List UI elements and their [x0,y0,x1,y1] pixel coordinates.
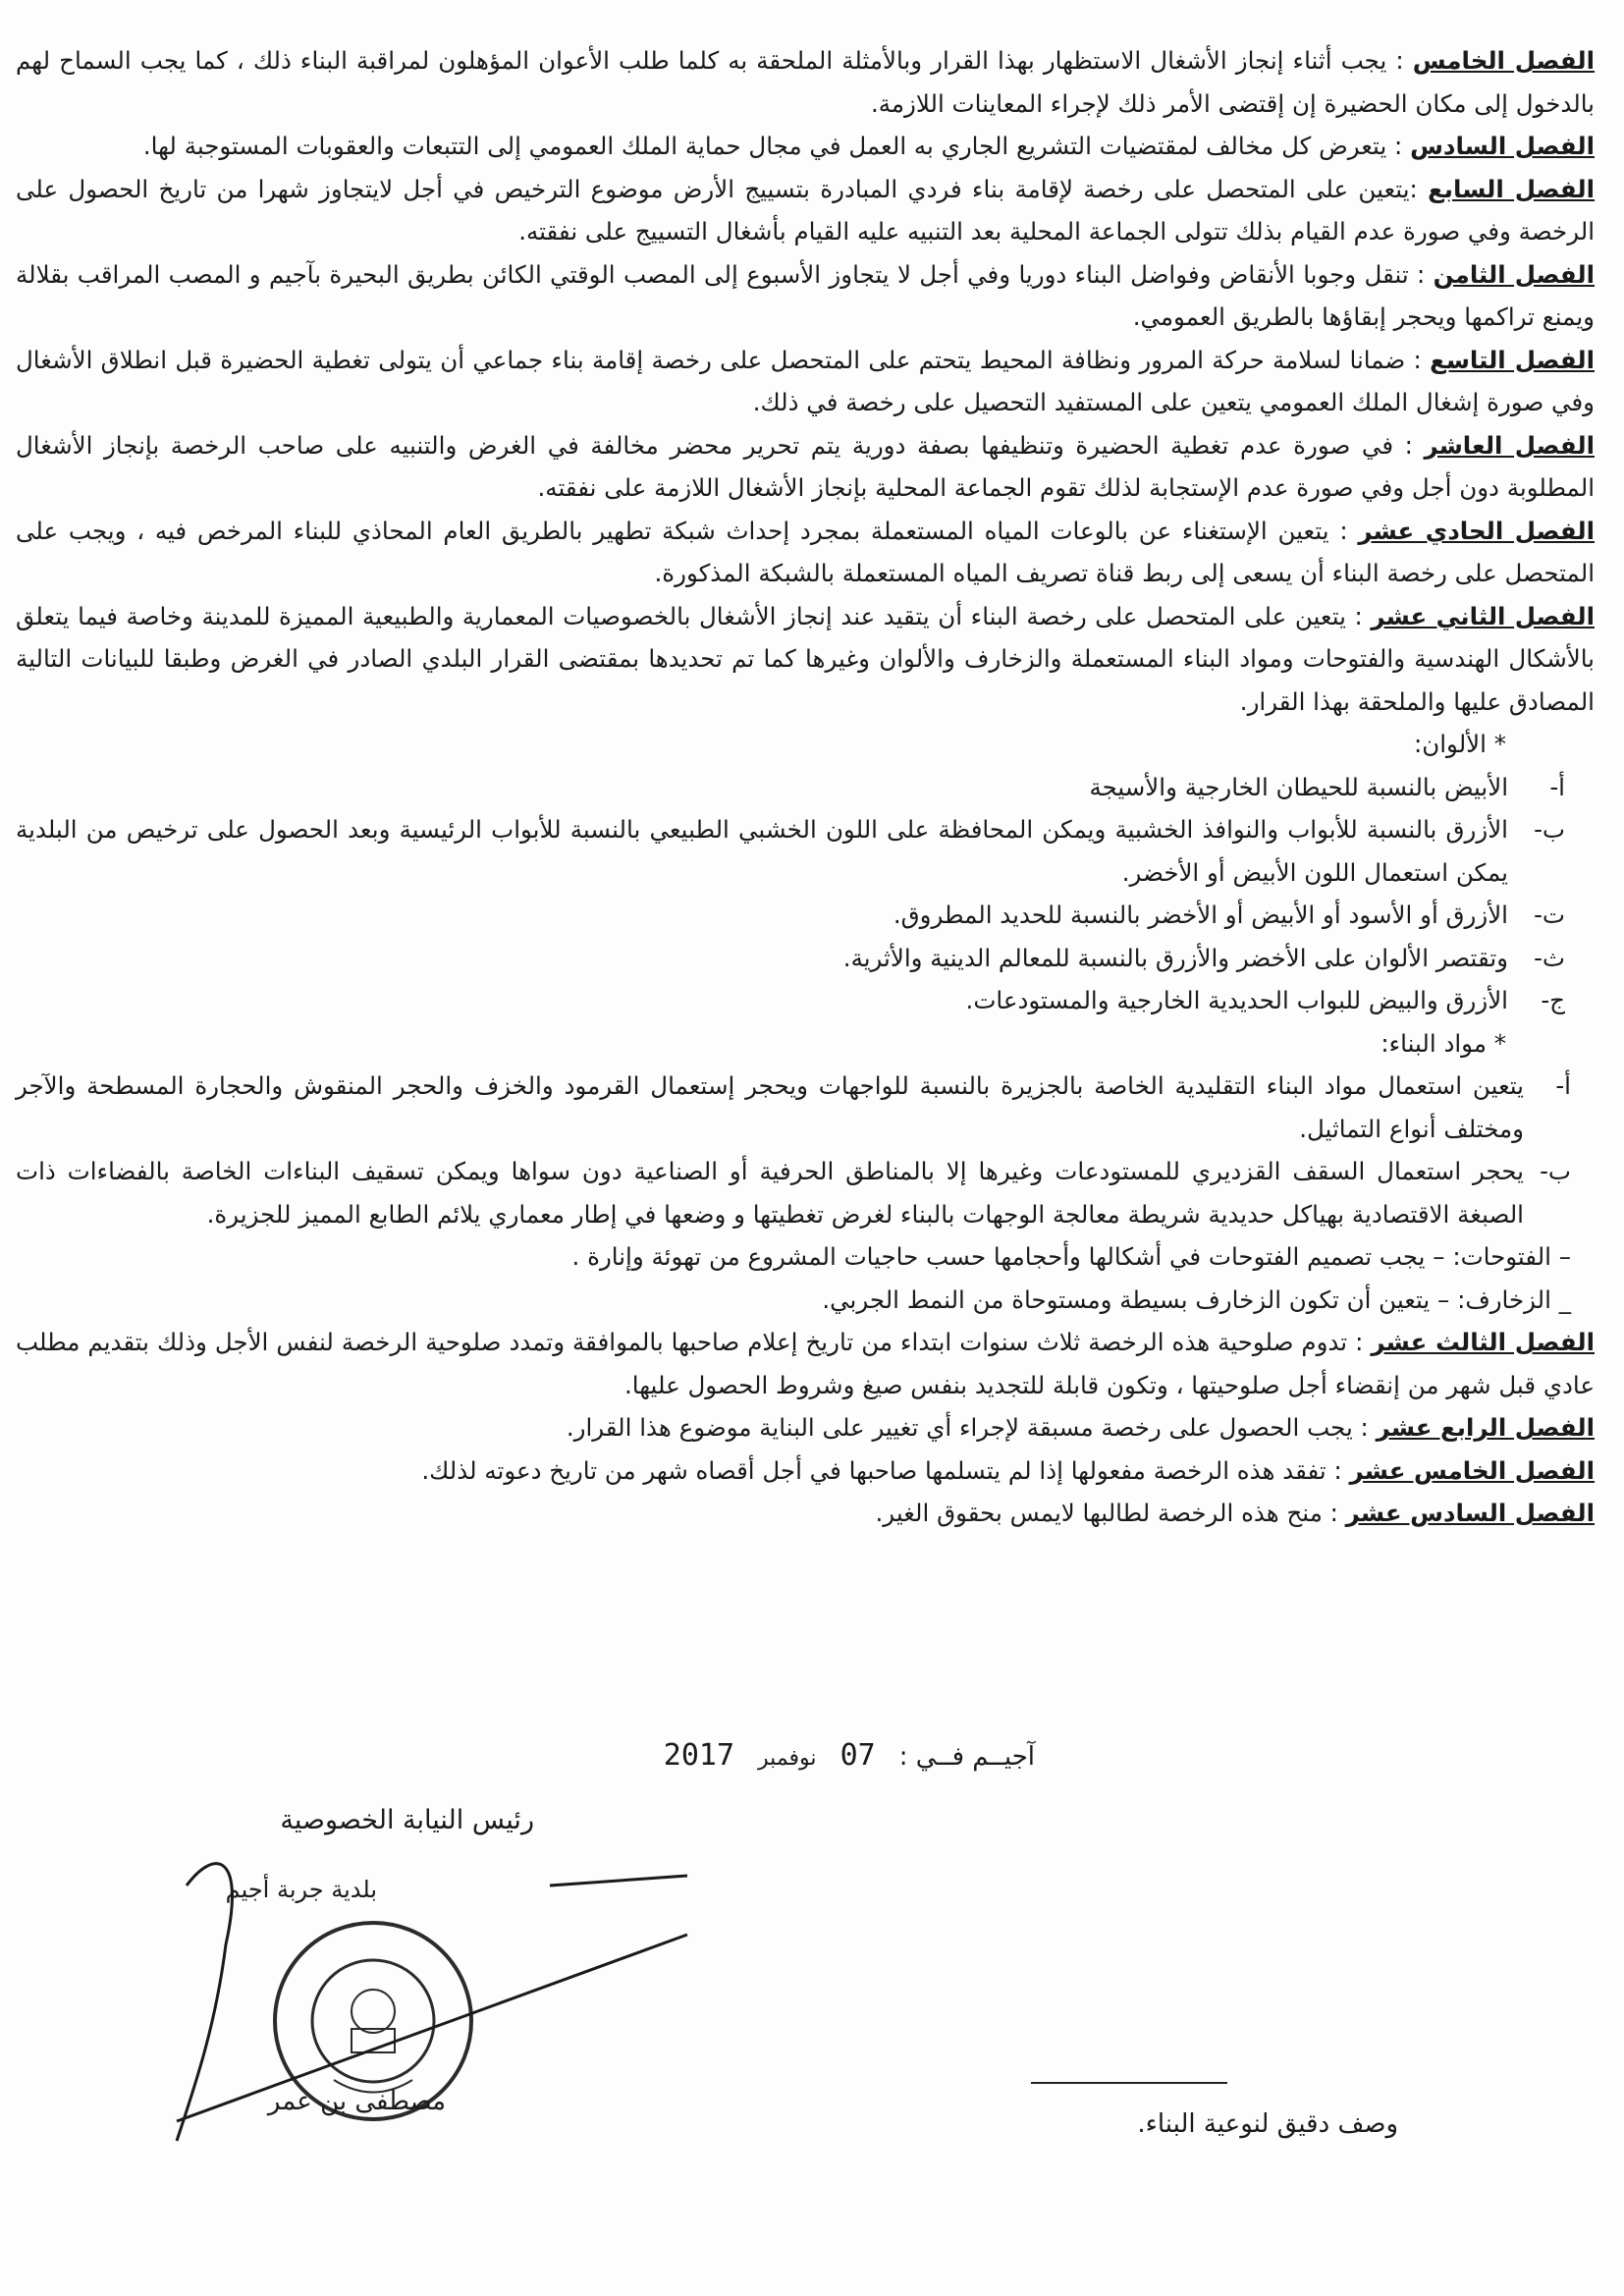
item-letter: أ- [1555,1071,1571,1100]
chapter-text: : يتعرض كل مخالف لمقتضيات التشريع الجاري به العمل في مجال حماية الملك العمومي إلى التتبعات والعقوبات المستوجبة لها. [142,132,1403,160]
material-item [16,1065,1571,1150]
chapter-title: الفصل السابع [1428,174,1595,203]
chapter-text: : تنقل وجوبا الأنقاض وفواضل البناء دوريا وفي أجل لا يتجاوز الأسبوع إلى المصب الوقتي الكائن بطريق البحيرة بآجيم و المصب المراقب بقلالة ويمنع تراكمها ويحجر إبقاؤها بالطريق العمومي. [16,259,1595,331]
chapter-6 [16,125,1595,168]
chapter-10 [16,424,1595,510]
chapter-title: الفصل السادس [1410,132,1595,160]
item-text: يحجر استعمال السقف القزديري للمستودعات وغيرها إلا بالمناطق الحرفية أو الصناعية دون سواها ويمكن تسقيف البناءات الخاصة بالفضاءات ذات الصبغة الاقتصادية بهياكل حديدية شريطة معالجة الوجهات بالبناء لغرض تغطيتها و وضعها في إطار معماري يلائم الطابع المميز للجزيرة. [16,1157,1524,1229]
color-item [16,894,1565,937]
chapter-text: : منح هذه الرخصة لطالبها لايمس بحقوق الغير. [875,1499,1338,1527]
signature-stroke [550,1876,687,1886]
item-letter: ث- [1534,943,1565,972]
item-letter: ب- [1540,1157,1571,1185]
chapter-12 [16,595,1595,724]
color-item [16,808,1565,894]
item-text: الأبيض بالنسبة للحيطان الخارجية والأسيجة [1089,772,1508,801]
document-body [16,39,1595,1535]
chapter-13 [16,1321,1595,1406]
place-label: آجيــم فــي : [898,1742,1035,1772]
signer-name: مصطفى بن عمر [267,2087,446,2116]
chapter-8 [16,253,1595,339]
chapter-text: : يجب أثناء إنجاز الأشغال الاستظهار بهذا القرار وبالأمثلة الملحقة به كلما طلب الأعوان المؤهلون لمراقبة البناء ذلك ، كما يجب السماح لهم بالدخول إلى مكان الحضيرة إن إقتضى الأمر ذلك لإجراء المعاينات اللازمة. [16,46,1595,118]
signature-area [0,1738,1624,2288]
municipality-label: بلدية جربة أجيم [225,1876,377,1903]
chapter-11 [16,510,1595,595]
item-text: الأزرق بالنسبة للأبواب والنوافذ الخشبية ويمكن المحافظة على اللون الخشبي الطبيعي بالنسبة للأبواب الرئيسية وبعد الحصول على ترخيص من البلدية يمكن استعمال اللون الأبيض أو الأخضر. [16,815,1508,887]
chapter-title: الفصل الخامس [1412,46,1596,75]
chapter-text: : تدوم صلوحية هذه الرخصة ثلاث سنوات ابتداء من تاريخ إعلام صاحبها بالموافقة وتمدد صلوحية الرخصة لنفس الأجل وذلك بتقديم مطلب عادي قبل شهر من إنقضاء أجل صلوحيتها ، وتكون قابلة للتجديد بنفس صيغ وشروط الحصول عليها. [16,1328,1595,1399]
chapter-title: الفصل الثامن [1433,259,1595,289]
signer-title: رئيس النيابة الخصوصية [280,1805,534,1835]
ornaments-line: _ الزخارف: – يتعين أن تكون الزخارف بسيطة ومستوحاة من النمط الجربي. [822,1285,1571,1314]
chapter-title: الفصل الخامس عشر [1349,1455,1595,1485]
item-letter: ت- [1534,901,1565,929]
item-text: الأزرق أو الأسود أو الأبيض أو الأخضر بالنسبة للحديد المطروق. [893,901,1508,929]
chapter-text: : ضمانا لسلامة حركة المرور ونظافة المحيط يتحتم على المتحصل على رخصة إقامة بناء جماعي أن يتولى تغطية الحضيرة قبل انطلاق الأشغال وفي صورة إشغال الملك العمومي يتعين على المستفيد التحصيل على رخصة في ذلك. [16,345,1595,416]
chapter-15 [16,1449,1595,1493]
color-item [16,766,1565,809]
date-year: 2017 [663,1738,735,1773]
chapter-title: الفصل الثاني عشر [1371,601,1595,630]
chapter-16 [16,1492,1595,1535]
chapter-title: الفصل الثالث عشر [1371,1328,1595,1356]
chapter-text: : يتعين الإستغناء عن بالوعات المياه المستعملة بمجرد إحداث شبكة تطهير بالطريق العام المحاذي للبناء المرخص فيه ، ويجب على المتحصل على رخصة البناء أن يسعى إلى ربط قناة تصريف المياه المستعملة بالشبكة المذكورة. [16,516,1595,587]
chapter-title: الفصل التاسع [1430,345,1595,374]
date-month: نوفمبر [758,1746,817,1771]
item-letter: ج- [1541,986,1565,1014]
item-text: الأزرق والبيض للبواب الحديدية الخارجية والمستودعات. [965,986,1508,1014]
colors-heading: * الألوان: [1414,730,1506,758]
color-item [16,979,1565,1022]
description-label: وصف دقيق لنوعية البناء. [1137,2109,1398,2139]
place-date [664,1738,1035,1773]
item-letter: أ- [1549,772,1565,801]
chapter-title: الفصل العاشر [1424,430,1595,460]
chapter-title: الفصل السادس عشر [1345,1499,1595,1527]
chapter-7 [16,168,1595,253]
description-rule [1031,2082,1227,2084]
chapter-5 [16,39,1595,125]
chapter-9 [16,339,1595,424]
signature-stroke [177,1864,232,2141]
date-day: 07 [839,1738,876,1773]
chapter-text: : يجب الحصول على رخصة مسبقة لإجراء أي تغيير على البناية موضوع هذا القرار. [566,1413,1369,1442]
chapter-text: : تفقد هذه الرخصة مفعولها إذا لم يتسلمها صاحبها في أجل أقصاه شهر من تاريخ دعوته لذلك. [421,1455,1342,1485]
materials-heading: * مواد البناء: [1380,1028,1506,1058]
chapter-text: : يتعين على المتحصل على رخصة البناء أن يتقيد عند إنجاز الأشغال بالخصوصيات المعمارية والطبيعية المميزة للمدينة وخاصة فيما يتعلق بالأشكال الهندسية والفتوحات ومواد البناء المستعملة والزخارف والألوان وغيرها كما تم تحديدها بمقتضى القرار البلدي الصادر في الغرض وطبقا للبيانات التالية المصادق عليها والملحقة بهذا القرار. [16,601,1595,716]
openings-line: – الفتوحات: – يجب تصميم الفتوحات في أشكالها وأحجامها حسب حاجيات المشروع من تهوئة وإنارة . [571,1242,1571,1271]
color-item [16,937,1565,980]
chapter-title: الفصل الحادي عشر [1358,516,1595,545]
chapter-title: الفصل الرابع عشر [1376,1413,1595,1442]
material-item [16,1150,1571,1235]
item-text: وتقتصر الألوان على الأخضر والأزرق بالنسبة للمعالم الدينية والأثرية. [842,943,1508,972]
chapter-14 [16,1406,1595,1449]
chapter-text: : في صورة عدم تغطية الحضيرة وتنظيفها بصفة دورية يتم تحرير محضر مخالفة في الغرض والتنبيه على صاحب الرخصة بإنجاز الأشغال المطلوبة دون أجل وفي صورة عدم الإستجابة لذلك تقوم الجماعة المحلية بإنجاز الأشغال اللازمة على نفقته. [16,430,1595,502]
item-letter: ب- [1534,815,1565,844]
item-text: يتعين استعمال مواد البناء التقليدية الخاصة بالجزيرة بالنسبة للواجهات ويحجر إستعمال القرمود والخزف والحجر المنقوش والحجارة المسطحة والآجر ومختلف أنواع التماثيل. [16,1071,1524,1143]
chapter-text: :يتعين على المتحصل على رخصة لإقامة بناء فردي المبادرة بتسييج الأرض موضوع الترخيص في أجل لايتجاوز شهرا من تاريخ الحصول على الرخصة وفي صورة عدم القيام بذلك تتولى الجماعة المحلية بعد التنبيه عليه القيام بأشغال التسييج على نفقته. [16,174,1595,246]
